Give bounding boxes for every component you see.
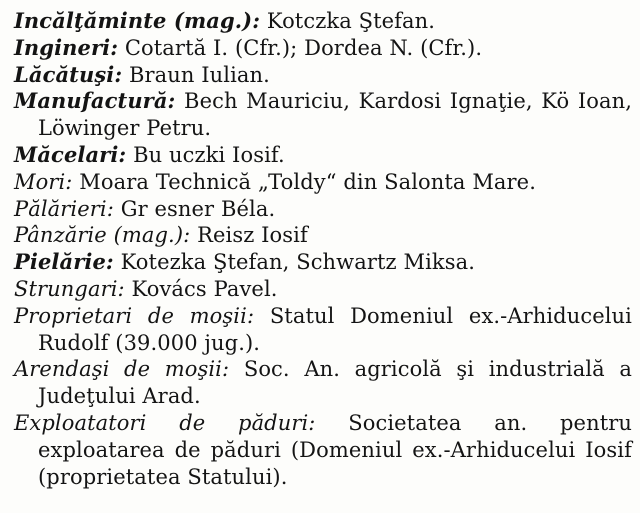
entry-label: Măcelari: <box>14 141 127 167</box>
entry-incaltaminte <box>14 8 632 35</box>
entry-label: Exploatatori de păduri: <box>14 410 316 435</box>
entry-ingineri <box>14 35 632 62</box>
entry-text: Statul Domeniul ex.-Arhiducelui Rudolf (39.000 jug.). <box>38 303 632 355</box>
entry-text: Gr esner Béla. <box>120 196 276 221</box>
entry-label: Pielărie: <box>14 249 114 275</box>
entry-label: Incălţăminte (mag.): <box>14 8 261 33</box>
entry-pielarie <box>14 249 632 276</box>
entry-palarieri <box>14 196 632 223</box>
entry-manufactura <box>14 88 632 142</box>
entry-text: Bech Mauriciu, Kardosi Ignaţie, Kö Ioan, Löwinger Petru. <box>38 89 632 141</box>
directory-entries <box>14 8 632 490</box>
entry-mori <box>14 169 632 196</box>
entry-label: Pânzărie (mag.): <box>14 223 191 248</box>
entry-text: Kovács Pavel. <box>131 276 278 301</box>
entry-text: Braun Iulian. <box>128 62 270 87</box>
entry-text: Cotartă I. (Cfr.); Dordea N. (Cfr.). <box>124 35 483 60</box>
entry-label: Lăcătuşi: <box>14 61 123 87</box>
entry-label: Ingineri: <box>14 34 119 60</box>
entry-label: Arendaşi de moşii: <box>14 357 230 382</box>
entry-panzarie <box>14 222 632 249</box>
entry-text: Kotczka Ştefan. <box>266 9 436 33</box>
entry-lacatusi <box>14 62 632 89</box>
entry-text: Reisz Iosif <box>197 223 308 248</box>
entry-label: Pălărieri: <box>14 196 114 221</box>
entry-strungari <box>14 276 632 303</box>
entry-text: Societatea an. pentru exploatarea de păduri (Domeniul ex.-Arhiducelui Iosif (proprietatea Statului). <box>38 410 632 489</box>
entry-proprietari-de-mosii <box>14 303 632 357</box>
entry-text: Kotezka Ştefan, Schwartz Miksa. <box>120 250 476 275</box>
entry-label: Proprietari de moşii: <box>14 303 255 328</box>
entry-text: Moara Technică „Toldy“ din Salonta Mare. <box>79 169 536 194</box>
entry-text: Soc. An. agricolă şi industrială a Judeţului Arad. <box>38 357 633 409</box>
entry-label: Manufactură: <box>14 88 176 114</box>
entry-text: Bu uczki Iosif. <box>133 142 285 167</box>
entry-macelari <box>14 142 632 169</box>
entry-label: Mori: <box>14 169 73 194</box>
entry-exploatatori-de-paduri <box>14 410 632 490</box>
entry-arendasi-de-mosii <box>14 356 632 410</box>
entry-label: Strungari: <box>14 276 125 301</box>
